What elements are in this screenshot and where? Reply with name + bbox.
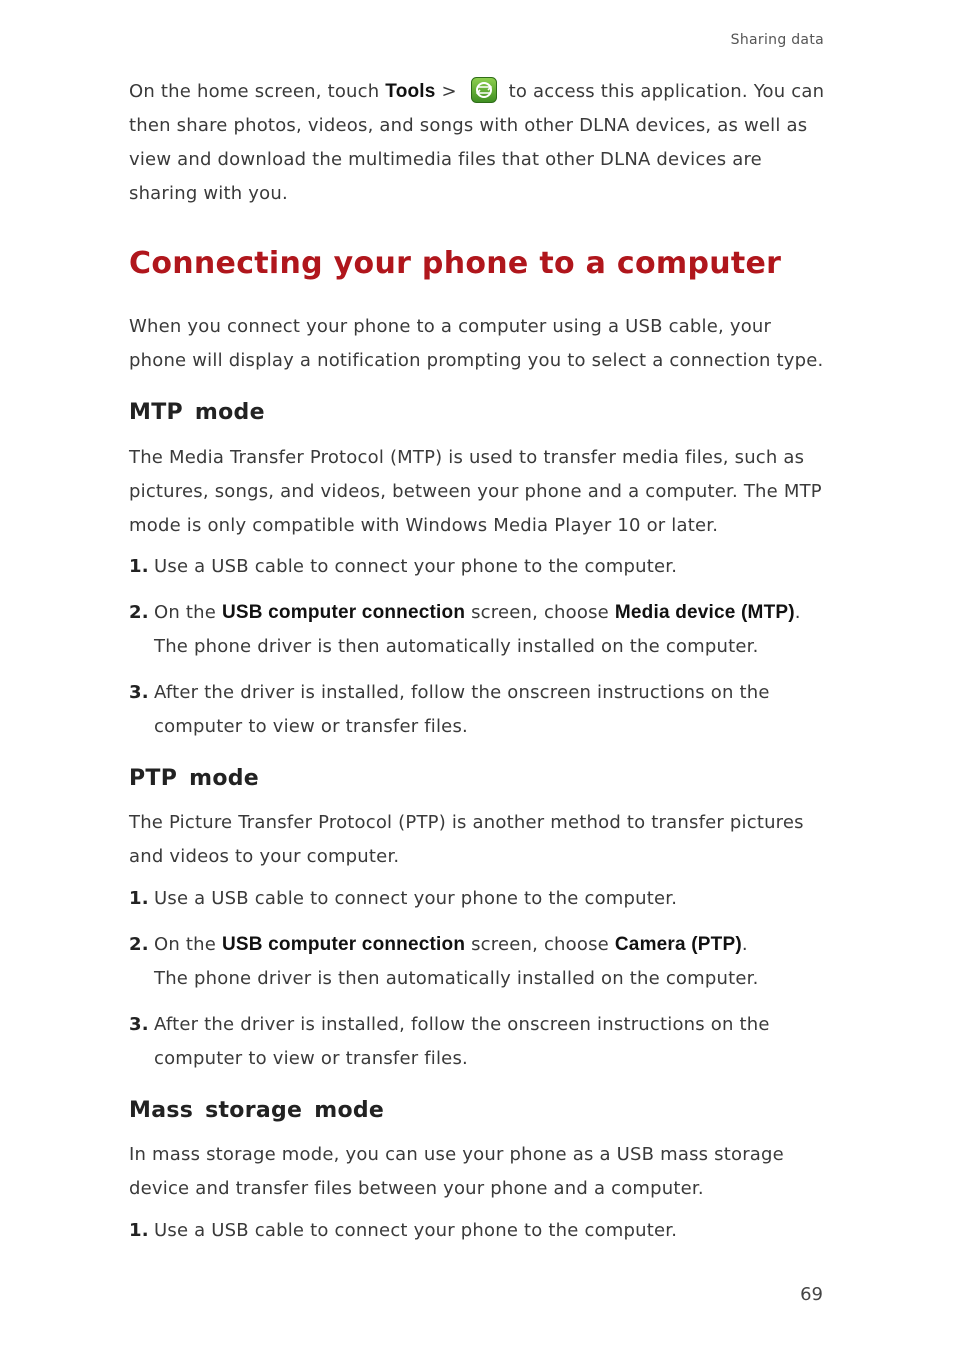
usb-connection-label: USB computer connection [221,934,466,955]
menu-arrow: > [435,81,457,102]
step-text: Use a USB cable to connect your phone to the computer. [154,556,678,577]
mtp-heading: MTP mode [129,400,265,425]
ptp-heading: PTP mode [129,766,260,791]
mass-step-1 [129,1214,839,1248]
page-number: 69 [800,1284,823,1305]
mtp-step-2 [129,596,839,664]
mtp-step-1 [129,550,839,584]
step-text: screen, choose [465,602,615,623]
ptp-paragraph: The Picture Transfer Protocol (PTP) is another method to transfer pictures and videos to your computer. [129,812,804,867]
step-number: 2. [129,602,149,623]
step-number: 3. [129,1014,149,1035]
running-header: Sharing data [730,32,824,48]
step-number: 2. [129,934,149,955]
step-text: . [794,602,801,623]
media-device-label: Media device (MTP) [614,602,795,623]
step-text: . [741,934,748,955]
dlna-share-icon [471,77,497,103]
mtp-paragraph: The Media Transfer Protocol (MTP) is used to transfer media files, such as pictures, songs, and videos, between your phone and a computer. The MTP mode is only compatible with Windows Media Player 10 or later. [129,447,822,536]
step-text-cont: computer to view or transfer files. [154,1048,468,1069]
ptp-step-1 [129,882,839,916]
camera-ptp-label: Camera (PTP) [614,934,742,955]
step-text: screen, choose [465,934,615,955]
step-number: 1. [129,556,149,577]
tools-label: Tools [385,81,436,102]
ptp-step-3 [129,1008,839,1076]
mass-storage-heading: Mass storage mode [129,1098,385,1123]
step-text: Use a USB cable to connect your phone to the computer. [154,888,678,909]
step-number: 1. [129,888,149,909]
step-text-cont: The phone driver is then automatically installed on the computer. [154,636,759,657]
step-text: After the driver is installed, follow the onscreen instructions on the [154,682,770,703]
step-text-cont: computer to view or transfer files. [154,716,468,737]
section-title: Connecting your phone to a computer [129,246,782,281]
intro-text: On the home screen, touch [129,81,386,102]
usb-connection-label: USB computer connection [221,602,466,623]
step-text: Use a USB cable to connect your phone to the computer. [154,1220,678,1241]
intro-text-rest: then share photos, videos, and songs with other DLNA devices, as well as view and download the multimedia files that other DLNA devices are sharing with you. [129,115,808,204]
step-text-cont: The phone driver is then automatically installed on the computer. [154,968,759,989]
mass-storage-paragraph: In mass storage mode, you can use your phone as a USB mass storage device and transfer files between your phone and a computer. [129,1144,784,1199]
step-text: On the [154,602,222,623]
mtp-step-3 [129,676,839,744]
step-number: 3. [129,682,149,703]
intro-text-cont: to access this application. You can [508,81,825,102]
title-paragraph: When you connect your phone to a computer using a USB cable, your phone will display a notification prompting you to select a connection type. [129,316,824,371]
intro-paragraph [129,75,829,211]
step-text: On the [154,934,222,955]
ptp-step-2 [129,928,839,996]
step-text: After the driver is installed, follow the onscreen instructions on the [154,1014,770,1035]
step-number: 1. [129,1220,149,1241]
